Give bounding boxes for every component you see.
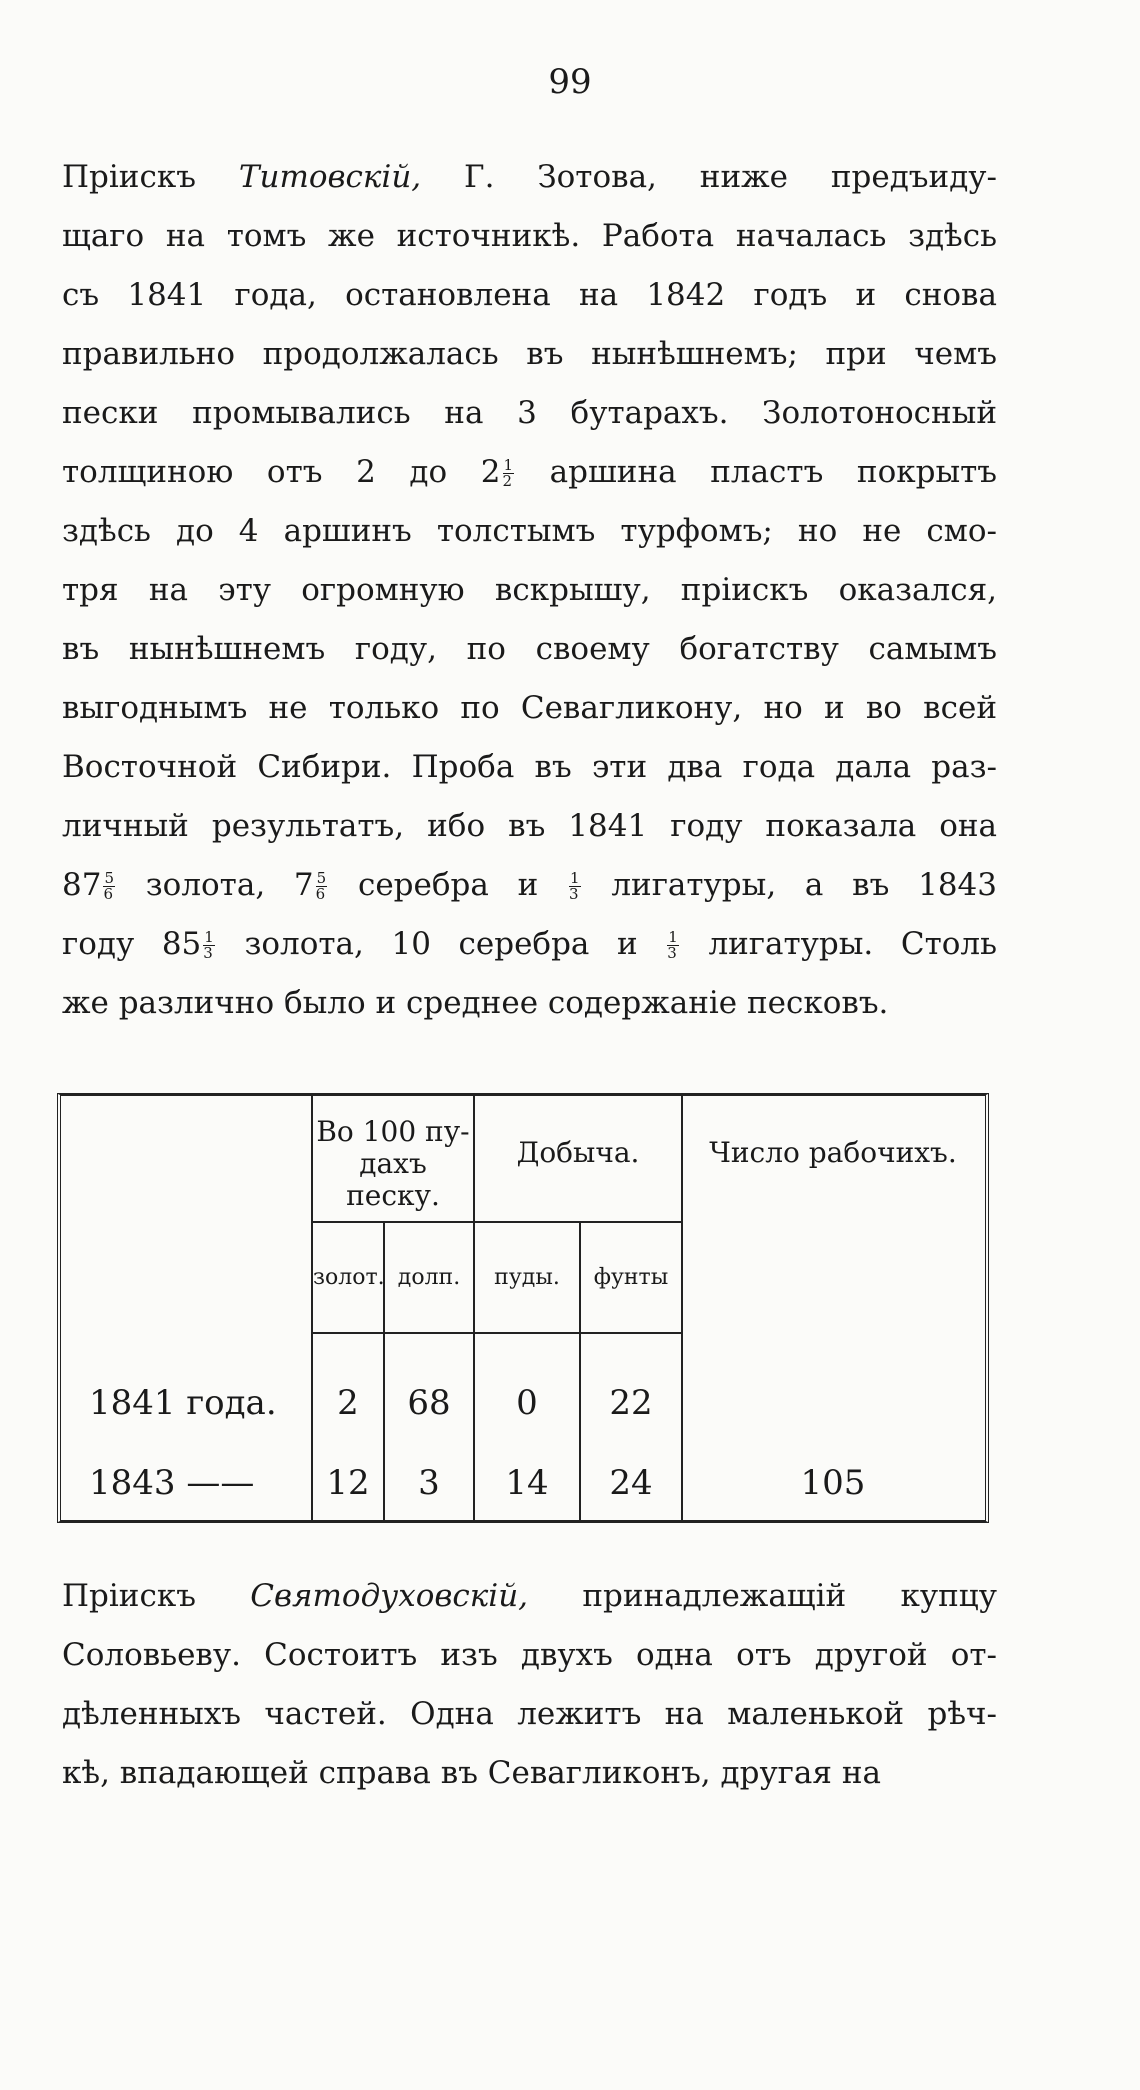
cell-funt: 22 xyxy=(609,1383,653,1423)
paragraph-1 xyxy=(62,148,997,1033)
row-label: 1841 года. xyxy=(89,1383,277,1423)
page-number: 99 xyxy=(548,62,592,102)
paragraph-1-line: 87 $\frac{5}{6}$ золота, 7 $\frac{5}{6}$ серебра и $\frac{1}{3}$ лигатуры, а въ 1843 xyxy=(62,867,997,903)
cell-workers: 105 xyxy=(800,1463,866,1503)
header-funt: фунты xyxy=(593,1265,669,1290)
paragraph-2-line: Соловьеву. Состоитъ изъ двухъ одна отъ другой от- xyxy=(62,1637,997,1673)
fraction: $\frac{1}{3}$ xyxy=(203,928,214,962)
paragraph-2 xyxy=(62,1567,997,1803)
data-table xyxy=(57,1093,989,1523)
cell-gold: 12 xyxy=(326,1463,370,1503)
row-label: 1843 —— xyxy=(89,1463,255,1503)
header-pud: пуды. xyxy=(494,1265,560,1290)
paragraph-1-line: Пріискъ Титовскій, Г. Зотова, ниже предъиду- xyxy=(62,159,997,195)
paragraph-1-line: толщиною отъ 2 до 2 $\frac{1}{2}$ аршина пластъ покрытъ xyxy=(62,454,997,490)
fraction: $\frac{5}{6}$ xyxy=(103,869,114,903)
paragraph-2-line: кѣ, впадающей справа въ Севагликонъ, другая на xyxy=(62,1755,881,1791)
italic-name: Титовскій, xyxy=(238,159,422,195)
paragraph-1-line: личный результатъ, ибо въ 1841 году показала она xyxy=(62,808,997,844)
cell-dol: 68 xyxy=(407,1383,451,1423)
paragraph-2-line: дѣленныхъ частей. Одна лежитъ на маленькой рѣч- xyxy=(62,1696,997,1732)
fraction: $\frac{1}{3}$ xyxy=(569,869,580,903)
paragraph-1-line: въ нынѣшнемъ году, по своему богатству самымъ xyxy=(62,631,997,667)
paragraph-1-line: Восточной Сибири. Проба въ эти два года дала раз- xyxy=(62,749,997,785)
table-rule xyxy=(311,1332,681,1334)
paragraph-1-line: съ 1841 года, остановлена на 1842 годъ и снова xyxy=(62,277,997,313)
cell-pud: 14 xyxy=(505,1463,549,1503)
header-dol: долп. xyxy=(397,1265,461,1290)
cell-gold: 2 xyxy=(337,1383,359,1423)
italic-name: Святодуховскій, xyxy=(250,1578,529,1614)
header-workers: Число рабочихъ. xyxy=(709,1136,957,1169)
cell-funt: 24 xyxy=(609,1463,653,1503)
table-rule xyxy=(311,1221,681,1223)
header-production: Добыча. xyxy=(516,1136,640,1169)
header-gold: золот. xyxy=(313,1265,385,1290)
fraction: $\frac{1}{3}$ xyxy=(667,928,678,962)
paragraph-1-line: правильно продолжалась въ нынѣшнемъ; при чемъ xyxy=(62,336,997,372)
cell-pud: 0 xyxy=(516,1383,538,1423)
paragraph-1-line: тря на эту огромную вскрышу, пріискъ оказался, xyxy=(62,572,997,608)
paragraph-2-line: Пріискъ Святодуховскій, принадлежащій купцу xyxy=(62,1578,997,1614)
fraction: $\frac{1}{2}$ xyxy=(502,456,514,490)
fraction: $\frac{5}{6}$ xyxy=(315,869,327,903)
paragraph-1-line: щаго на томъ же источникѣ. Работа началась здѣсь xyxy=(62,218,997,254)
paragraph-1-line: году 85 $\frac{1}{3}$ золота, 10 серебра и $\frac{1}{3}$ лигатуры. Столь xyxy=(62,926,997,962)
header-per-100-pud: Во 100 пу- дахъ песку. xyxy=(316,1115,470,1212)
paragraph-1-line: пески промывались на 3 бутарахъ. Золотоносный xyxy=(62,395,997,431)
paragraph-1-line: выгоднымъ не только по Севагликону, но и во всей xyxy=(62,690,997,726)
paragraph-1-line: здѣсь до 4 аршинъ толстымъ турфомъ; но не смо- xyxy=(62,513,997,549)
cell-dol: 3 xyxy=(418,1463,440,1503)
paragraph-1-line: же различно было и среднее содержаніе песковъ. xyxy=(62,985,889,1021)
